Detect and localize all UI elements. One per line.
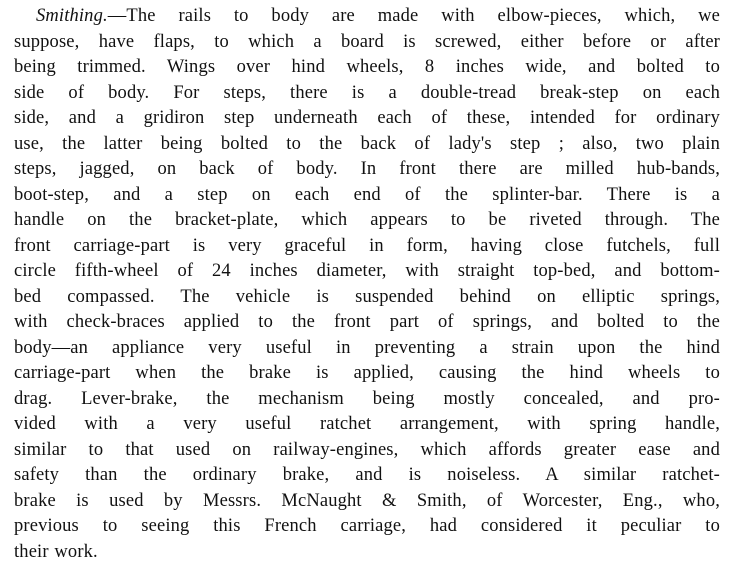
text-line-17: vided with a very useful ratchet arrangement, with spring handle, bbox=[14, 414, 720, 434]
text-line-10: front carriage-part is very graceful in form, having close futchels, full bbox=[14, 235, 720, 256]
text-line-20: brake is used by Messrs. McNaught & Smith, of Worcester, Eng., who, bbox=[14, 490, 720, 511]
text-line-22: their work. bbox=[14, 541, 98, 562]
text-line-11: circle fifth-wheel of 24 inches diameter, with straight top-bed, and bottom- bbox=[14, 261, 720, 281]
text-line-9: handle on the bracket-plate, which appears to be riveted through. The bbox=[14, 210, 720, 230]
text-line-8: boot-step, and a step on each end of the splinter-bar. There is a bbox=[14, 184, 720, 205]
text-line-14: body—an appliance very useful in preventing a strain upon the hind bbox=[14, 337, 720, 358]
text-line-5: side, and a gridiron step underneath each of these, intended for ordinary bbox=[14, 108, 720, 128]
text-line-19: safety than the ordinary brake, and is noiseless. A similar ratchet- bbox=[14, 465, 720, 485]
text-line-3: being trimmed. Wings over hind wheels, 8 inches wide, and bolted to bbox=[14, 57, 720, 77]
paragraph-smithing bbox=[14, 4, 720, 565]
text-line-6: use, the latter being bolted to the back of lady's step ; also, two plain bbox=[14, 133, 720, 154]
text-line-4: side of body. For steps, there is a double-tread break-step on each bbox=[14, 82, 720, 103]
text-line-1-rest: —The rails to body are made with elbow-pieces, which, we bbox=[107, 6, 720, 26]
text-line-2: suppose, have flaps, to which a board is screwed, either before or after bbox=[14, 31, 720, 52]
text-line-1 bbox=[14, 4, 720, 30]
text-line-12: bed compassed. The vehicle is suspended behind on elliptic springs, bbox=[14, 286, 720, 307]
text-line-15: carriage-part when the brake is applied, causing the hind wheels to bbox=[14, 363, 720, 383]
text-line-16: drag. Lever-brake, the mechanism being mostly concealed, and pro- bbox=[14, 388, 720, 409]
text-line-7: steps, jagged, on back of body. In front there are milled hub-bands, bbox=[14, 159, 720, 179]
text-line-13: with check-braces applied to the front part of springs, and bolted to the bbox=[14, 312, 720, 332]
text-line-18: similar to that used on railway-engines, which affords greater ease and bbox=[14, 439, 720, 460]
section-heading: Smithing. bbox=[36, 6, 108, 26]
text-line-21: previous to seeing this French carriage, had considered it peculiar to bbox=[14, 516, 720, 536]
